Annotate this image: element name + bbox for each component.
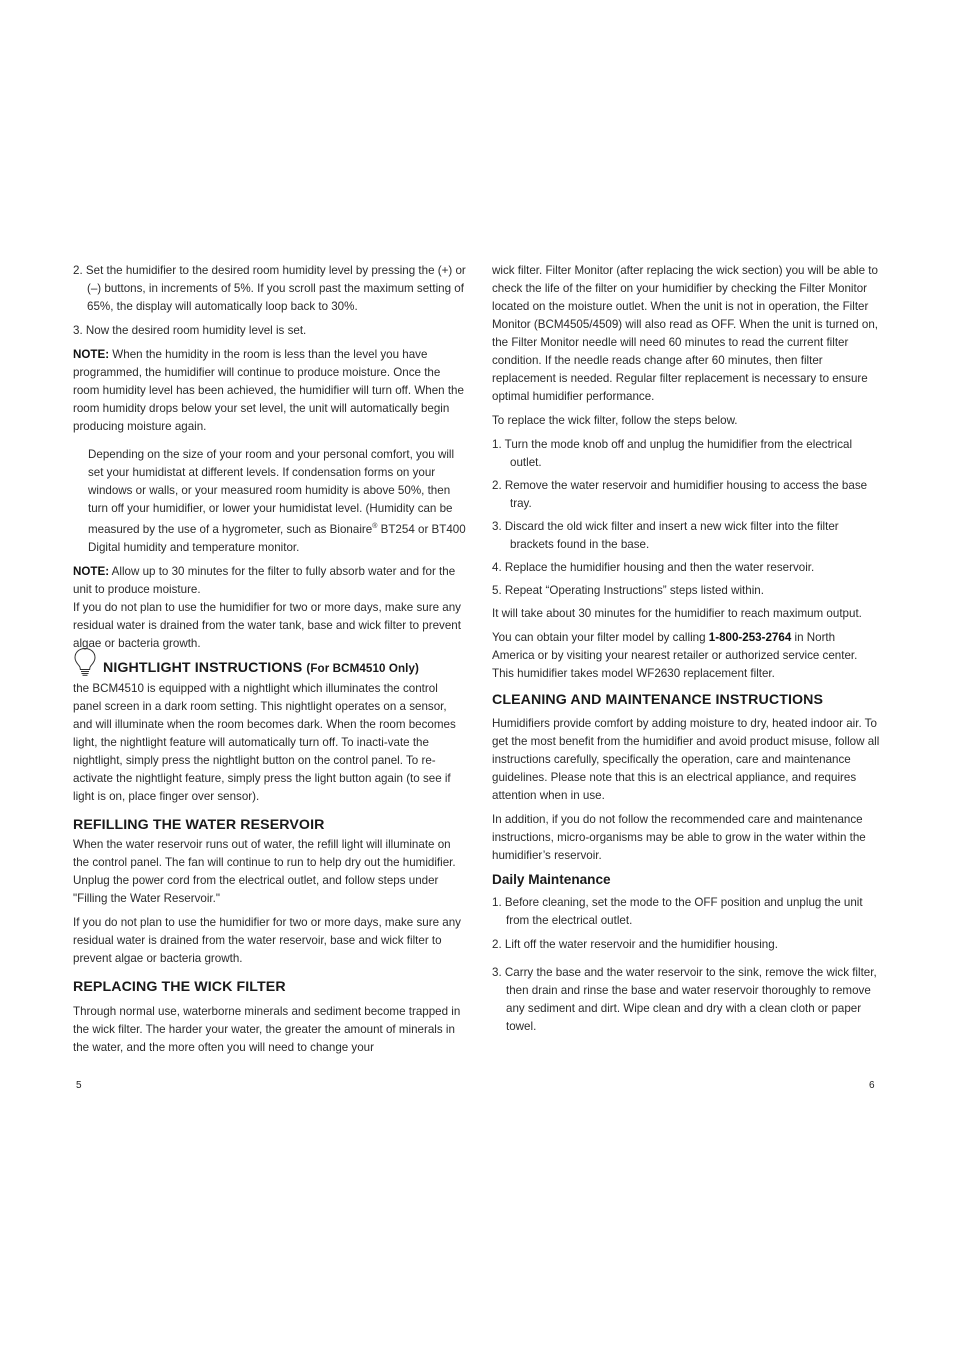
step-3-humidity: 3. Now the desired room humidity level is set. [73,324,307,337]
daily-maintenance-heading: Daily Maintenance [492,872,611,887]
note-filter [73,563,468,599]
note-humidity [73,346,468,436]
page-number-left: 5 [76,1080,82,1091]
daily-step: 3. Carry the base and the water reservoir to the sink, remove the wick filter, then drain and rinse the base and water reservoir thoroughly to remove any sediment and dirt. Wipe clean and dry with a clean cloth or paper towel. [492,966,877,1033]
daily-step: 1. Before cleaning, set the mode to the OFF position and unplug the unit from the electrical outlet. [492,896,863,927]
cleaning-text: Humidifiers provide comfort by adding moisture to dry, heated indoor air. To get the most benefit from the humidifier and avoid product misuse, follow all instructions carefully, specifically the operation, care and maintenance guidelines. Please note that this is an electrical appliance, and requires attention when in use. [492,717,880,802]
obtain-text: You can obtain your filter model by calling [492,631,709,644]
thirty-minutes-text: It will take about 30 minutes for the humidifier to reach maximum output. [492,607,862,620]
nightlight-heading [73,659,468,678]
note-text: When the humidity in the room is less than the level you have programmed, the humidifier will continue to produce moisture. Once the room humidity level has been achieved, the humidifier will turn off. When the room humidity drops below your set level, the unit will automatically begin producing moisture again. [73,348,464,433]
replace-step: 5. Repeat “Operating Instructions” steps listed within. [492,584,764,597]
obtain-filter-text [492,629,880,683]
nightlight-title: NIGHTLIGHT INSTRUCTIONS [103,659,303,676]
humidistat-text-end: BT254 or BT400 Digital humidity and temperature monitor. [88,522,466,554]
nightlight-text: the BCM4510 is equipped with a nightlight which illuminates the control panel screen in a dark room setting. This nightlight operates on a sensor, and will illuminate when the room becomes dark. When the room becomes light, the nightlight feature will automatically turn off. To inacti-vate the nightlight, simply press the nightlight button on the control panel. To re-activate the nightlight feature, simply press the light button again (to see if light is on, place finger over sensor). [73,681,456,803]
wick-continued: wick filter. Filter Monitor (after replacing the wick section) you will be able to check the life of the filter on your humidifier by checking the Filter Monitor located on the moisture outlet. When the unit is not in operation, the Filter Monitor (BCM4505/4509) will also read as OFF. When the unit is turned on, the Filter Monitor needle will need 60 minutes to read the current filter condition. If the needle reads change after 60 minutes, then filter replacement is needed. Regular filter replacement is necessary to ensure optimal humidifier performance. [492,264,878,403]
left-column [73,262,468,1063]
right-column [492,262,880,1042]
humidistat-paragraph [73,446,468,557]
wick-text: Through normal use, waterborne minerals and sediment become trapped in the wick filter. The harder your water, the greater the amount of minerals in the water, and the more often you will need to change your [73,1004,461,1054]
replace-step: 2. Remove the water reservoir and humidifier housing to access the base tray. [492,479,868,510]
replace-step: 4. Replace the humidifier housing and then the water reservoir. [492,561,815,574]
refill-heading: REFILLING THE WATER RESERVOIR [73,816,325,833]
note-label: NOTE: [73,564,110,578]
daily-step: 2. Lift off the water reservoir and the humidifier housing. [492,938,778,951]
nightlight-subtitle: (For BCM4510 Only) [306,661,419,675]
refill-text: When the water reservoir runs out of water, the refill light will illuminate on the control panel. The fan will continue to run to help dry out the humidifier. Unplug the power cord from the electrical outlet, and follow steps under "Filling the Water Reservoir." [73,837,456,905]
note-text: Allow up to 30 minutes for the filter to fully absorb water and for the unit to produce moisture. [73,564,456,596]
wick-heading: REPLACING THE WICK FILTER [73,978,286,995]
step-2-humidity: 2. Set the humidifier to the desired room humidity level by pressing the (+) or (–) buttons, in increments of 5%. If you scroll past the maximum setting of 65%, the display will automatically loop back to 30%. [73,264,466,313]
replace-intro: To replace the wick filter, follow the steps below. [492,414,738,427]
residual-water-paragraph-2: If you do not plan to use the humidifier for two or more days, make sure any residual water is drained from the water reservoir, base and wick filter to prevent algae or bacteria growth. [73,915,461,965]
addition-text: In addition, if you do not follow the recommended care and maintenance instructions, micro-organisms may be able to grow in the water within the humidifier’s reservoir. [492,813,866,862]
replace-step: 3. Discard the old wick filter and insert a new wick filter into the filter brackets found in the base. [492,520,839,551]
registered-mark: ® [372,523,378,530]
obtain-text-end: in North America or by visiting your nearest retailer or authorized service center. This humidifier takes model WF2630 replacement filter. [492,631,858,680]
page-number-right: 6 [869,1080,875,1091]
note-label: NOTE: [73,348,110,361]
lightbulb-icon [73,647,97,682]
cleaning-heading: CLEANING AND MAINTENANCE INSTRUCTIONS [492,692,824,708]
replace-step: 1. Turn the mode knob off and unplug the humidifier from the electrical outlet. [492,438,853,469]
residual-water-paragraph: If you do not plan to use the humidifier for two or more days, make sure any residual water is drained from the water tank, base and wick filter to prevent algae or bacteria growth. [73,600,461,650]
humidistat-text: Depending on the size of your room and your personal comfort, you will set your humidistat at different levels. If condensation forms on your windows or walls, or your measured room humidity is above 50%, then turn off your humidifier, or lower your humidistat level. (Humidity can be measured by the use of a hygrometer, such as Bionaire [88,448,455,536]
phone-number: 1-800-253-2764 [708,631,792,644]
